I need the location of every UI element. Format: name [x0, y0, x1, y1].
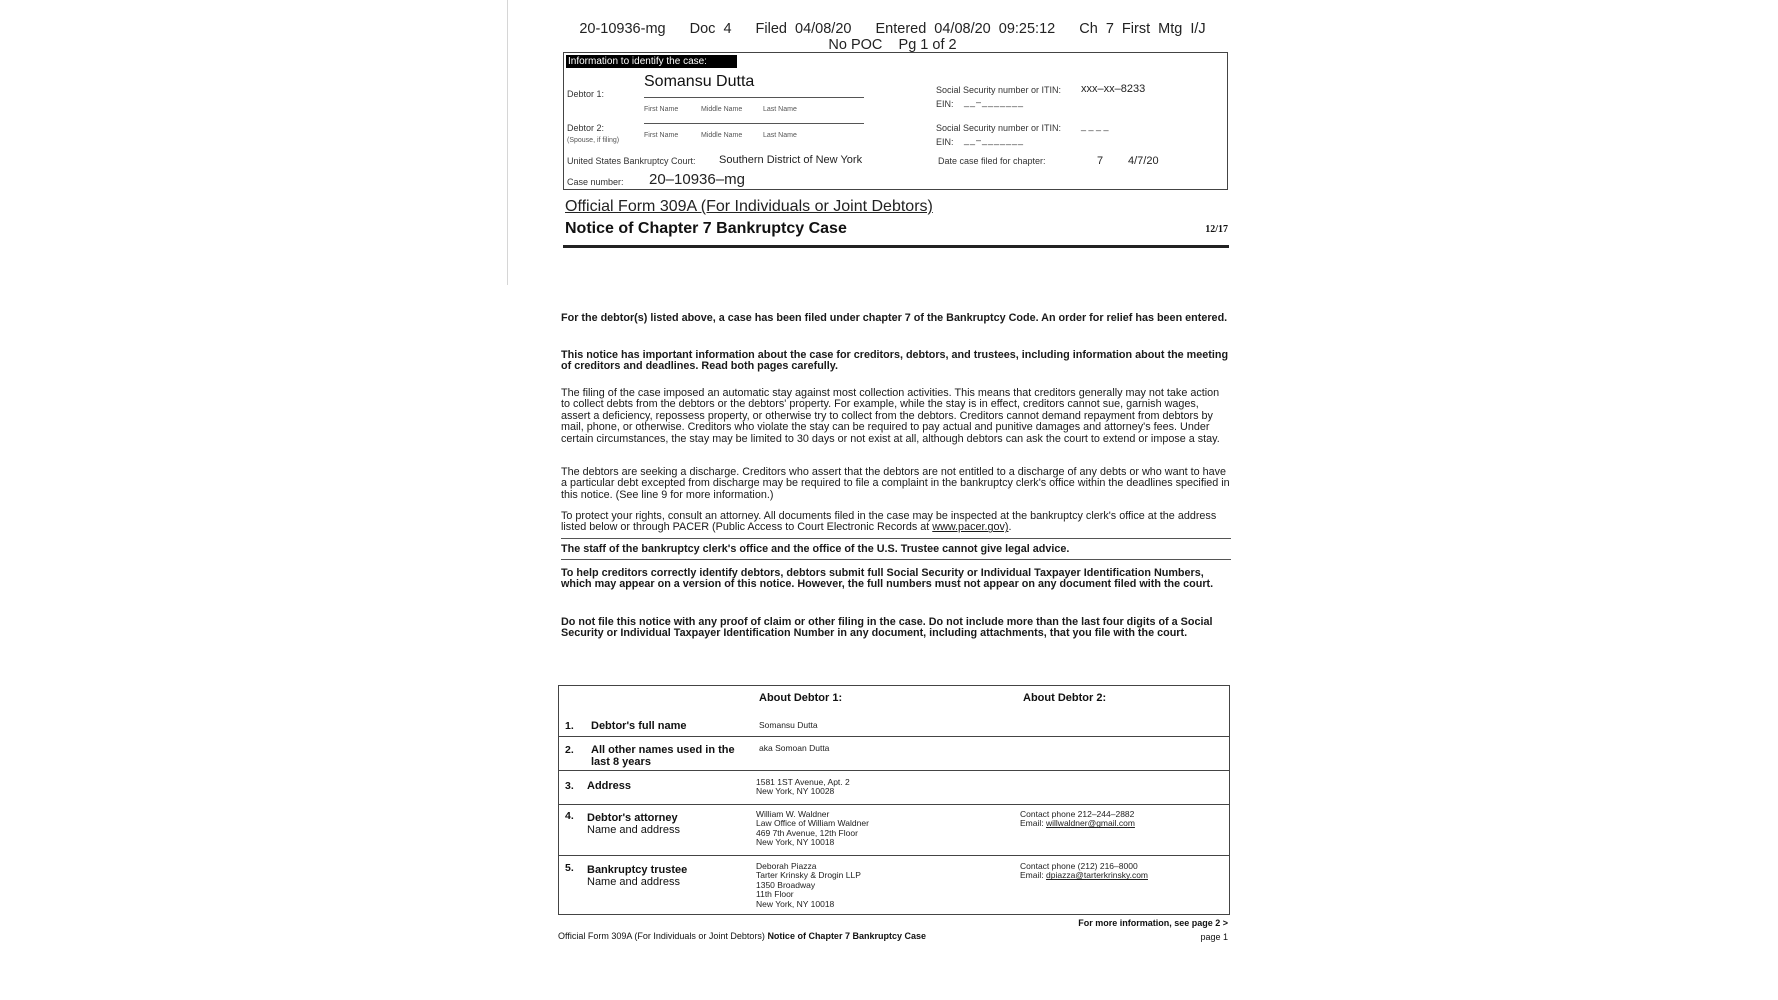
protect-rights-text: To protect your rights, consult an attorney. All documents filed in the case may be inspected at the bankruptcy clerk's office at the address listed below or through PACER (Public Access to Court Electronic Records at	[561, 510, 1217, 534]
row4-label	[587, 812, 680, 836]
table-header-debtor2: About Debtor 2:	[1023, 692, 1107, 704]
ssn1-value: xxx–xx–8233	[1081, 83, 1146, 95]
debtor2-label: Debtor 2:	[567, 123, 605, 133]
row-divider	[559, 804, 1229, 805]
stamp-filed: Filed 04/08/20	[755, 21, 852, 37]
notice-title: Notice of Chapter 7 Bankruptcy Case	[565, 220, 847, 237]
row4-phone: Contact phone 212–244–2882	[1020, 809, 1135, 819]
title-rule	[563, 245, 1229, 248]
court-label: United States Bankruptcy Court:	[567, 156, 696, 166]
stamp-case-number: 20-10936-mg	[579, 21, 666, 37]
row5-email-link[interactable]: dpiazza@tarterkrinsky.com	[1046, 870, 1148, 881]
court-stamp-line2: No POC Pg 1 of 2	[828, 37, 957, 53]
case-identification-box	[563, 52, 1228, 190]
debtor2-underline	[644, 123, 864, 124]
rule-above-staff	[561, 538, 1231, 539]
row3-number: 3.	[565, 780, 574, 792]
paragraph-important-info: This notice has important information about the case for creditors, debtors, and trustees, including information about the meeting of creditors and deadlines. Read both pages carefully.	[561, 349, 1229, 373]
row4-debtor1-value: William W. Waldner Law Office of William Waldner 469 7th Avenue, 12th Floor New York, NY 10018	[756, 809, 869, 848]
stamp-doc: Doc 4	[689, 21, 732, 37]
row3-debtor1-value: 1581 1ST Avenue, Apt. 2 New York, NY 10028	[756, 777, 850, 797]
chapter-value: 7	[1097, 155, 1104, 167]
row4-number: 4.	[565, 810, 574, 822]
stamp-description: Ch 7 First Mtg I/J	[1079, 21, 1206, 37]
paragraph-no-legal-advice: The staff of the bankruptcy clerk's office and the office of the U.S. Trustee cannot give legal advice.	[561, 543, 1070, 555]
row-divider	[559, 736, 1229, 737]
court-name: Southern District of New York	[719, 154, 863, 166]
form-revision: 12/17	[1205, 224, 1228, 235]
paragraph-identify-debtors: To help creditors correctly identify debtors, debtors submit full Social Security or Individual Taxpayer Identification Numbers, which may appear on a version of this notice. However, the full numbers must not appear on any document filed with the court.	[561, 567, 1214, 591]
row5-number: 5.	[565, 862, 574, 874]
footer-form-name	[558, 931, 926, 941]
case-number-value: 20–10936–mg	[649, 171, 745, 188]
row3-label: Address	[587, 780, 632, 792]
footer-form-left: Official Form 309A (For Individuals or Joint Debtors)	[558, 931, 765, 941]
row4-label-main: Debtor's attorney	[587, 812, 678, 824]
debtor2-last-name-caption: Last Name	[763, 132, 797, 139]
court-stamp-line1	[555, 21, 1230, 37]
row1-label: Debtor's full name	[591, 720, 687, 732]
row5-label	[587, 864, 687, 888]
row4-email-link[interactable]: willwaldner@gmail.com	[1046, 818, 1135, 829]
row5-phone: Contact phone (212) 216–8000	[1020, 861, 1138, 871]
page-number: page 1	[1200, 932, 1228, 942]
footer-form-bold: Notice of Chapter 7 Bankruptcy Case	[767, 931, 926, 941]
row1-debtor1-value: Somansu Dutta	[759, 720, 818, 730]
row1-number: 1.	[565, 720, 574, 732]
row5-label-main: Bankruptcy trustee	[587, 864, 688, 876]
row-divider	[559, 855, 1229, 856]
form-title: Official Form 309A (For Individuals or Joint Debtors)	[565, 198, 933, 215]
paragraph-discharge: The debtors are seeking a discharge. Creditors who assert that the debtors are not entitled to a discharge of any debts or who want to have a particular debt excepted from discharge may be required to file a complaint in the bankruptcy clerk's office within the deadlines specified in this notice. (See line 9 for more information.)	[561, 466, 1230, 501]
ein1-blank: __–_______	[964, 97, 1025, 107]
scan-edge-line	[507, 0, 508, 285]
row2-label: All other names used in the last 8 years	[591, 744, 735, 768]
ssn2-label: Social Security number or ITIN:	[936, 123, 1062, 133]
debtor1-middle-name-caption: Middle Name	[701, 106, 743, 113]
stamp-entered: Entered 04/08/20 09:25:12	[875, 21, 1056, 37]
paragraph-do-not-file: Do not file this notice with any proof of claim or other filing in the case. Do not include more than the last four digits of a Social Security or Individual Taxpayer Identification Number in any document, including attachments, that you file with the court.	[561, 616, 1213, 640]
debtor1-last-name-caption: Last Name	[763, 106, 797, 113]
row5-email-label: Email:	[1020, 870, 1044, 881]
debtor1-label: Debtor 1:	[567, 89, 605, 99]
row2-debtor1-value: aka Somoan Dutta	[759, 743, 830, 753]
ssn2-blank: _ _ _ _	[1081, 121, 1109, 131]
case-number-label: Case number:	[567, 177, 624, 187]
paragraph-protect-rights: To protect your rights, consult an attorney. All documents filed in the case may be inspected at the bankruptcy clerk's office at the address listed below or through PACER (Public Access to Court Electronic Records at www.pacer.gov).	[561, 510, 1217, 534]
row5-label-sub: Name and address	[587, 876, 680, 888]
row4-email-label: Email:	[1020, 818, 1044, 829]
identify-tab-label: Information to identify the case:	[566, 55, 737, 68]
row-divider	[559, 770, 1229, 771]
debtor2-first-name-caption: First Name	[644, 132, 679, 139]
document-page	[555, 18, 1230, 943]
row4-debtor2-contact	[1020, 810, 1135, 829]
pacer-link[interactable]: www.pacer.gov)	[932, 521, 1009, 534]
paragraph-case-filed: For the debtor(s) listed above, a case has been filed under chapter 7 of the Bankruptcy Code. An order for relief has been entered.	[561, 312, 1228, 324]
row4-label-sub: Name and address	[587, 824, 680, 836]
row4-email-line	[1020, 819, 1135, 828]
row5-email-line	[1020, 871, 1148, 880]
date-filed-label: Date case filed for chapter:	[938, 156, 1046, 166]
rule-below-staff	[561, 559, 1231, 560]
debtor1-name: Somansu Dutta	[644, 73, 755, 90]
debtor1-underline	[644, 97, 864, 98]
debtor1-first-name-caption: First Name	[644, 106, 679, 113]
row2-number: 2.	[565, 744, 574, 756]
more-info-note: For more information, see page 2 >	[1078, 918, 1228, 928]
debtor2-spouse-note: (Spouse, if filing)	[567, 137, 620, 144]
ssn1-label: Social Security number or ITIN:	[936, 85, 1062, 95]
ein1-label: EIN:	[936, 99, 954, 109]
debtor2-middle-name-caption: Middle Name	[701, 132, 743, 139]
row5-debtor1-value: Deborah Piazza Tarter Krinsky & Drogin LLP 1350 Broadway 11th Floor New York, NY 10018	[756, 861, 861, 909]
debtor-info-table	[558, 685, 1230, 915]
date-filed-value: 4/7/20	[1128, 155, 1159, 167]
ein2-label: EIN:	[936, 137, 954, 147]
row5-debtor2-contact	[1020, 862, 1148, 881]
table-header-debtor1: About Debtor 1:	[759, 692, 843, 704]
ein2-blank: __–_______	[964, 135, 1025, 145]
paragraph-automatic-stay: The filing of the case imposed an automatic stay against most collection activities. This means that creditors generally may not take action to collect debts from the debtors or the debtors' property. For example, while the stay is in effect, creditors cannot sue, garnish wages, assert a deficiency, repossess property, or otherwise try to collect from the debtors. Creditors cannot demand repayment from debtors by mail, phone, or otherwise. Creditors who violate the stay can be required to pay actual and punitive damages and attorney's fees. Under certain circumstances, the stay may be limited to 30 days or not exist at all, although debtors can ask the court to extend or impose a stay.	[561, 387, 1220, 445]
